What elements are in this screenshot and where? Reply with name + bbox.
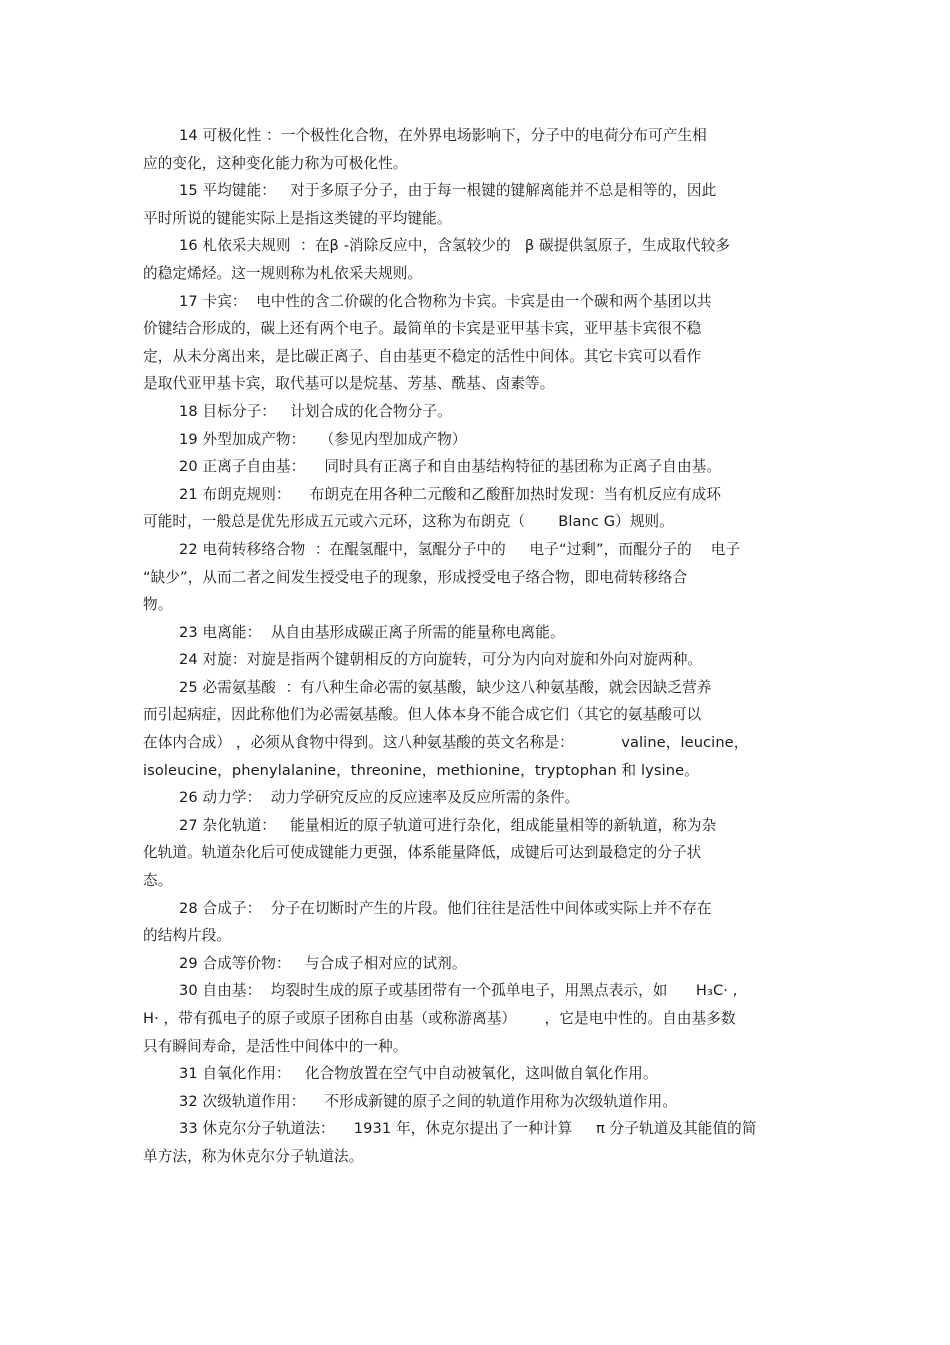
entry-text-line: 应的变化，这种变化能力称为可极化性。	[143, 154, 408, 172]
entry-term-line: 24 对旋：对旋是指两个键朝相反的方向旋转，可分为内向对旋和外向对旋两种。	[179, 651, 703, 669]
entry-text-line: 可能时，一般总是优先形成五元或六元环，这称为布朗克（ Blanc G）规则。	[143, 513, 674, 531]
entry-term-line: 26 动力学： 动力学研究反应的反应速率及反应所需的条件。	[179, 789, 580, 807]
entry-term-line: 27 杂化轨道： 能量相近的原子轨道可进行杂化，组成能量相等的新轨道，称为杂	[179, 816, 717, 834]
entry-term-line: 14 可极化性 ：一个极性化合物，在外界电场影响下，分子中的电荷分布可产生相	[179, 127, 707, 144]
glossary-entry	[143, 895, 808, 950]
entry-text-line: 物。	[143, 596, 173, 614]
entry-text-line: 化轨道。轨道杂化后可使成键能力更强，体系能量降低，成键后可达到最稳定的分子状	[143, 844, 702, 862]
entry-term-line: 21 布朗克规则： 布朗克在用各种二元酸和乙酸酐加热时发现：当有机反应有成环	[179, 485, 722, 503]
glossary-entry	[143, 398, 808, 426]
glossary-entry	[143, 426, 808, 454]
glossary-entry	[143, 674, 808, 784]
entry-term-line: 17 卡宾： 电中性的含二价碳的化合物称为卡宾。卡宾是由一个碳和两个基团以共	[179, 292, 712, 310]
entry-text-line: 平时所说的键能实际上是指这类键的平均键能。	[143, 209, 452, 227]
glossary-entries	[143, 122, 808, 1171]
glossary-entry	[143, 646, 808, 674]
entry-term-line: 28 合成子： 分子在切断时产生的片段。他们往往是活性中间体或实际上并不存在	[179, 899, 712, 917]
glossary-entry	[143, 1115, 808, 1170]
glossary-entry	[143, 784, 808, 812]
glossary-entry	[143, 232, 808, 287]
entry-text-line: “缺少”，从而二者之间发生授受电子的现象，形成授受电子络合物，即电荷转移络合	[143, 568, 688, 586]
entry-text-line: isoleucine，phenylalanine，threonine，methionine，tryptophan 和 lysine。	[143, 761, 699, 779]
entry-term-line: 18 目标分子： 计划合成的化合物分子。	[179, 402, 452, 420]
entry-term-line: 30 自由基： 均裂时生成的原子或基团带有一个孤单电子，用黑点表示，如 H₃C· ,	[179, 982, 738, 1000]
entry-text-line: 单方法，称为休克尔分子轨道法。	[143, 1147, 364, 1165]
entry-text-line: 价键结合形成的，碳上还有两个电子。最简单的卡宾是亚甲基卡宾，亚甲基卡宾很不稳	[143, 320, 702, 338]
entry-text-line: 定，从未分离出来，是比碳正离子、自由基更不稳定的活性中间体。其它卡宾可以看作	[143, 347, 702, 365]
glossary-entry	[143, 122, 808, 177]
entry-term-line: 33 休克尔分子轨道法： 1931 年，休克尔提出了一种计算 π 分子轨道及其能值的简	[179, 1120, 757, 1138]
glossary-entry	[143, 812, 808, 895]
entry-term-line: 16 札依采夫规则 ：在β -消除反应中，含氢较少的 β 碳提供氢原子，生成取代较多	[179, 237, 731, 255]
glossary-entry	[143, 977, 808, 1060]
entry-term-line: 25 必需氨基酸 ：有八种生命必需的氨基酸，缺少这八种氨基酸，就会因缺乏营养	[179, 678, 712, 696]
entry-text-line: 是取代亚甲基卡宾，取代基可以是烷基、芳基、酰基、卤素等。	[143, 375, 555, 393]
glossary-entry	[143, 1088, 808, 1116]
glossary-entry	[143, 536, 808, 619]
entry-text-line: 只有瞬间寿命，是活性中间体中的一种。	[143, 1037, 408, 1055]
entry-text-line: H· ，带有孤电子的原子或原子团称自由基（或称游离基） ，它是电中性的。自由基多数	[143, 1010, 736, 1027]
entry-text-line: 的结构片段。	[143, 927, 232, 945]
glossary-entry	[143, 619, 808, 647]
entry-term-line: 20 正离子自由基： 同时具有正离子和自由基结构特征的基团称为正离子自由基。	[179, 458, 722, 476]
entry-text-line: 而引起病症，因此称他们为必需氨基酸。但人体本身不能合成它们（其它的氨基酸可以	[143, 706, 702, 724]
glossary-entry	[143, 950, 808, 978]
glossary-entry	[143, 453, 808, 481]
glossary-entry	[143, 1060, 808, 1088]
entry-text-line: 在体内合成） ，必须从食物中得到。这八种氨基酸的英文名称是： valine，leucine，	[143, 734, 749, 752]
entry-term-line: 22 电荷转移络合物 ：在醌氢醌中，氢醌分子中的 电子“过剩”，而醌分子的 电子	[179, 540, 741, 558]
entry-text-line: 的稳定烯烃。这一规则称为札依采夫规则。	[143, 264, 423, 282]
entry-term-line: 23 电离能： 从自由基形成碳正离子所需的能量称电离能。	[179, 623, 565, 641]
entry-term-line: 32 次级轨道作用： 不形成新键的原子之间的轨道作用称为次级轨道作用。	[179, 1092, 677, 1110]
glossary-entry	[143, 288, 808, 398]
entry-text-line: 态。	[143, 872, 173, 890]
glossary-entry	[143, 481, 808, 536]
glossary-entry	[143, 177, 808, 232]
entry-term-line: 19 外型加成产物： （参见内型加成产物）	[179, 430, 467, 448]
entry-term-line: 15 平均键能： 对于多原子分子，由于每一根键的键解离能并不总是相等的，因此	[179, 182, 717, 200]
entry-term-line: 31 自氧化作用： 化合物放置在空气中自动被氧化，这叫做自氧化作用。	[179, 1065, 658, 1083]
entry-term-line: 29 合成等价物： 与合成子相对应的试剂。	[179, 954, 467, 972]
